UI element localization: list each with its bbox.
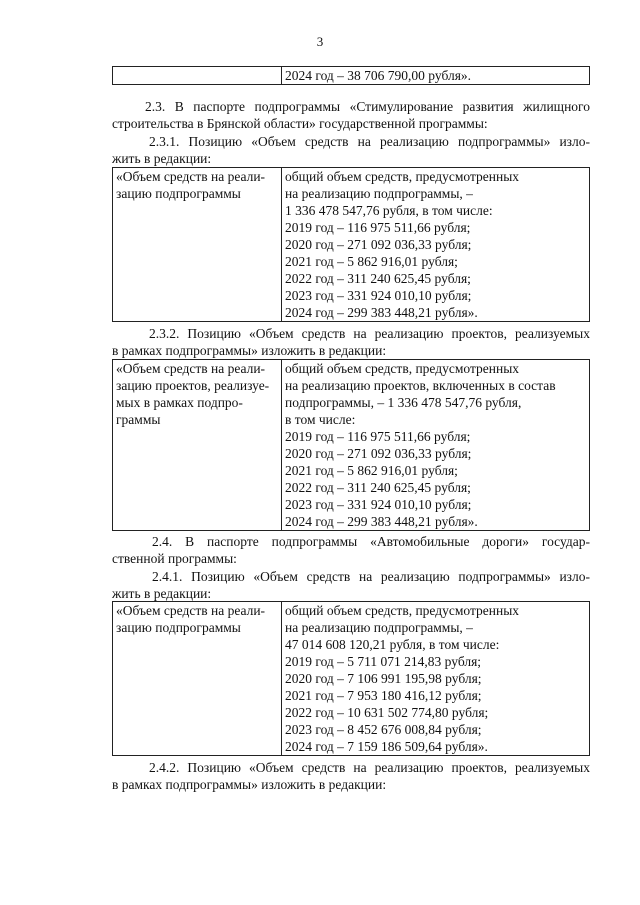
cell-line: общий объем средств, предусмотренных bbox=[285, 169, 520, 184]
cell-line: «Объем средств на реали- bbox=[116, 361, 266, 376]
paragraph-2-3-1 bbox=[112, 133, 590, 167]
cell-line: 47 014 608 120,21 рубля, в том числе: bbox=[285, 637, 500, 652]
table-top-left-cell bbox=[113, 67, 282, 85]
cell-line: 2021 год – 7 953 180 416,12 рубля; bbox=[285, 688, 482, 703]
table-left-cell bbox=[113, 168, 282, 322]
cell-line: мых в рамках подпро- bbox=[116, 395, 243, 410]
cell-line: подпрограммы, – 1 336 478 547,76 рубля, bbox=[285, 395, 522, 410]
paragraph-line: строительства в Брянской области» государственной программы: bbox=[112, 116, 488, 131]
paragraph-2-4 bbox=[112, 533, 590, 567]
paragraph-line: 2.4.1. Позицию «Объем средств на реализацию подпрограммы» изло- bbox=[152, 569, 590, 584]
table-left-cell bbox=[113, 602, 282, 756]
cell-line: на реализацию подпрограммы, – bbox=[285, 620, 473, 635]
cell-line: 2022 год – 311 240 625,45 рубля; bbox=[285, 480, 471, 495]
table-subprogram-projects bbox=[112, 359, 590, 531]
cell-line: 2024 год – 7 159 186 509,64 рубля». bbox=[285, 739, 488, 754]
cell-line: общий объем средств, предусмотренных bbox=[285, 361, 520, 376]
cell-line: зацию подпрограммы bbox=[116, 620, 241, 635]
cell-line: 2020 год – 271 092 036,33 рубля; bbox=[285, 446, 472, 461]
cell-line: 1 336 478 547,76 рубля, в том числе: bbox=[285, 203, 493, 218]
paragraph-line: 2.3. В паспорте подпрограммы «Стимулирование развития жилищного bbox=[145, 99, 590, 114]
paragraph-line: ственной программы: bbox=[112, 551, 237, 566]
cell-line: на реализацию проектов, включенных в состав bbox=[285, 378, 556, 393]
paragraph-line: 2.3.2. Позицию «Объем средств на реализацию проектов, реализуемых bbox=[149, 326, 590, 341]
paragraph-2-4-1 bbox=[112, 568, 590, 602]
paragraph-line: 2.4. В паспорте подпрограммы «Автомобильные дороги» государ- bbox=[152, 534, 590, 549]
paragraph-2-3-2 bbox=[112, 325, 590, 359]
cell-line: на реализацию подпрограммы, – bbox=[285, 186, 473, 201]
cell-line: 2019 год – 116 975 511,66 рубля; bbox=[285, 429, 471, 444]
cell-line: граммы bbox=[116, 412, 161, 427]
table-top-right-cell bbox=[282, 67, 590, 85]
cell-line: 2024 год – 299 383 448,21 рубля». bbox=[285, 514, 478, 529]
table-right-cell bbox=[282, 602, 590, 756]
cell-line: 2019 год – 116 975 511,66 рубля; bbox=[285, 220, 471, 235]
paragraph-line: жить в редакции: bbox=[112, 586, 212, 601]
table-top-line: 2024 год – 38 706 790,00 рубля». bbox=[285, 68, 472, 83]
cell-line: 2021 год – 5 862 916,01 рубля; bbox=[285, 463, 458, 478]
paragraph-2-4-2 bbox=[112, 759, 590, 793]
cell-line: «Объем средств на реали- bbox=[116, 169, 266, 184]
table-left-cell bbox=[113, 360, 282, 531]
paragraph-line: в рамках подпрограммы» изложить в редакции: bbox=[112, 777, 387, 792]
cell-line: 2022 год – 311 240 625,45 рубля; bbox=[285, 271, 471, 286]
cell-line: зацию проектов, реализуе- bbox=[116, 378, 270, 393]
cell-line: 2023 год – 331 924 010,10 рубля; bbox=[285, 497, 472, 512]
cell-line: общий объем средств, предусмотренных bbox=[285, 603, 520, 618]
table-subprogram-roads bbox=[112, 601, 590, 756]
paragraph-line: жить в редакции: bbox=[112, 151, 212, 166]
cell-line: 2021 год – 5 862 916,01 рубля; bbox=[285, 254, 458, 269]
cell-line: в том числе: bbox=[285, 412, 356, 427]
cell-line: 2022 год – 10 631 502 774,80 рубля; bbox=[285, 705, 489, 720]
paragraph-2-3 bbox=[112, 98, 590, 132]
table-subprogram-housing bbox=[112, 167, 590, 322]
paragraph-line: 2.3.1. Позицию «Объем средств на реализацию подпрограммы» изло- bbox=[149, 134, 590, 149]
table-right-cell bbox=[282, 168, 590, 322]
paragraph-line: 2.4.2. Позицию «Объем средств на реализацию проектов, реализуемых bbox=[149, 760, 590, 775]
cell-line: 2023 год – 331 924 010,10 рубля; bbox=[285, 288, 472, 303]
cell-line: «Объем средств на реали- bbox=[116, 603, 266, 618]
table-right-cell bbox=[282, 360, 590, 531]
cell-line: 2024 год – 299 383 448,21 рубля». bbox=[285, 305, 478, 320]
cell-line: 2023 год – 8 452 676 008,84 рубля; bbox=[285, 722, 482, 737]
cell-line: 2020 год – 271 092 036,33 рубля; bbox=[285, 237, 472, 252]
cell-line: зацию подпрограммы bbox=[116, 186, 241, 201]
cell-line: 2020 год – 7 106 991 195,98 рубля; bbox=[285, 671, 482, 686]
table-top bbox=[112, 66, 590, 85]
paragraph-line: в рамках подпрограммы» изложить в редакции: bbox=[112, 343, 387, 358]
page-number: 3 bbox=[316, 34, 324, 49]
cell-line: 2019 год – 5 711 071 214,83 рубля; bbox=[285, 654, 482, 669]
